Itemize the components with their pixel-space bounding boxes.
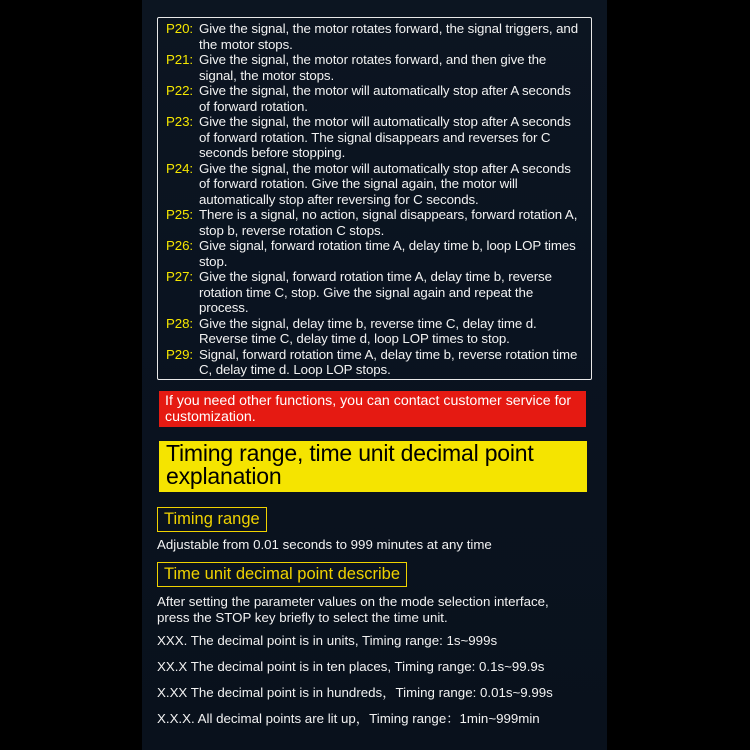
mode-item-p29 xyxy=(166,347,585,378)
decimal-point-heading: Time unit decimal point describe xyxy=(157,562,407,587)
decimal-intro-line-1: After setting the parameter values on the mode selection interface, xyxy=(157,594,549,609)
mode-item-p21 xyxy=(166,52,585,83)
mode-description: Give the signal, the motor rotates forward, and then give the signal, the motor stops. xyxy=(199,52,547,83)
mode-description: There is a signal, no action, signal disappears, forward rotation A, stop b, reverse rotation C stops. xyxy=(199,207,578,238)
mode-description: Give the signal, the motor will automatically stop after A seconds of forward rotation. Give the signal again, the motor will automatically stop after reversing for C seconds. xyxy=(199,160,571,207)
mode-item-p26 xyxy=(166,238,585,269)
section-heading: Timing range, time unit decimal point explanation xyxy=(159,441,587,492)
decimal-item-units: XXX. The decimal point is in units, Timing range: 1s~999s xyxy=(157,633,498,648)
timing-range-heading: Timing range xyxy=(157,507,267,532)
mode-list-box xyxy=(157,17,592,380)
decimal-item-tens: XX.X The decimal point is in ten places, Timing range: 0.1s~99.9s xyxy=(157,659,545,674)
mode-description: Give the signal, delay time b, reverse time C, delay time d. Reverse time C, delay time d, loop LOP times to stop. xyxy=(199,315,537,346)
mode-description: Give the signal, the motor rotates forward, the signal triggers, and the motor stops. xyxy=(199,21,579,52)
decimal-item-all-lit: X.X.X. All decimal points are lit up，Timing range：1min~999min xyxy=(157,711,540,726)
mode-description: Give signal, forward rotation time A, delay time b, loop LOP times stop. xyxy=(199,238,576,269)
mode-item-p27 xyxy=(166,269,585,316)
mode-code: P23: xyxy=(166,114,193,129)
decimal-intro-line-2: press the STOP key briefly to select the time unit. xyxy=(157,610,448,625)
mode-item-p25 xyxy=(166,207,585,238)
mode-code: P21: xyxy=(166,52,193,67)
mode-item-p23 xyxy=(166,114,585,161)
mode-code: P22: xyxy=(166,83,193,98)
mode-code: P20: xyxy=(166,21,193,36)
mode-item-p20 xyxy=(166,21,585,52)
mode-code: P26: xyxy=(166,238,193,253)
mode-code: P25: xyxy=(166,207,193,222)
customization-note: If you need other functions, you can contact customer service for customization. xyxy=(159,391,586,427)
mode-code: P28: xyxy=(166,315,193,331)
mode-description: Signal, forward rotation time A, delay time b, reverse rotation time C, delay time d. Loop LOP stops. xyxy=(199,346,578,377)
mode-description: Give the signal, the motor will automatically stop after A seconds of forward rotation. xyxy=(199,83,571,114)
mode-code: P24: xyxy=(166,160,193,176)
mode-description: Give the signal, the motor will automatically stop after A seconds of forward rotation. The signal disappears and reverses for C seconds before stopping. xyxy=(199,114,571,160)
mode-code: P29: xyxy=(166,346,193,362)
timing-range-text: Adjustable from 0.01 seconds to 999 minutes at any time xyxy=(157,537,492,552)
mode-item-p22 xyxy=(166,83,585,114)
mode-item-p28 xyxy=(166,316,585,347)
mode-code: P27: xyxy=(166,269,193,284)
mode-item-p24 xyxy=(166,161,585,208)
decimal-item-hundreds: X.XX The decimal point is in hundreds，Timing range: 0.01s~9.99s xyxy=(157,685,553,700)
mode-description: Give the signal, forward rotation time A, delay time b, reverse rotation time C, stop. Give the signal again and repeat the process. xyxy=(199,269,552,315)
